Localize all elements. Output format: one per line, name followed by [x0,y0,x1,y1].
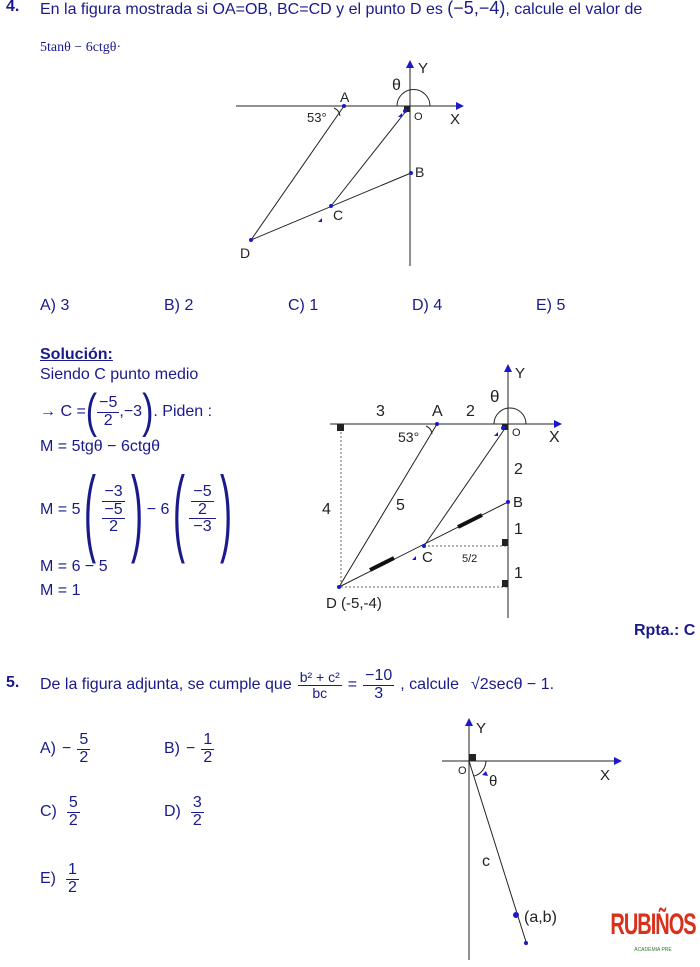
p4-option-a[interactable]: A) 3 [40,297,70,314]
sol-fig-l3: 3 [376,403,385,420]
m-step4: M = 1 [40,582,81,599]
p5-result-num: −10 [365,666,393,684]
p5-c-num: 5 [68,794,78,811]
sol-fig-theta: θ [490,387,500,406]
p5-c-den: 2 [68,811,78,829]
fig5-point-label: (a,b) [524,909,557,926]
sol-fig-x: X [549,429,560,446]
sol-fig-a: A [432,403,443,420]
p4-option-b[interactable]: B) 2 [164,297,194,314]
bigparen-1-close: ) [130,456,143,564]
sol-fig-one2: 1 [514,565,523,582]
fig4-theta-label: θ [392,77,401,94]
arrow-c: → C = [40,403,86,420]
c-den: 2 [103,411,113,429]
f1-bottom-d: 2 [109,518,119,536]
sol-fig-l2: 2 [466,403,475,420]
paren-close: ) [142,384,154,438]
paren-open: ( [85,384,98,438]
p5-a-num: 5 [79,731,89,748]
c-num: −5 [99,393,118,411]
sol-fig-s2: 2 [514,461,523,478]
p5-lead: De la figura adjunta, se cumple que [40,676,292,693]
sol-fig-one1: 1 [514,521,523,538]
p4-option-c[interactable]: C) 1 [288,297,319,314]
p5-a-den: 2 [79,748,89,766]
p5-a-label: A) [40,740,56,758]
logo-sub: ACADEMIA PRE [634,947,672,953]
rpta-answer: Rpta.: C [634,622,696,639]
fig4-b-label: B [415,164,425,180]
problem-4-text2: , calcule el valor de [505,1,643,18]
p5-e-label: E) [40,870,56,888]
m-step3: M = 6 − 5 [40,558,108,575]
p5-e-num: 1 [68,861,77,878]
problem-4-text: En la figura mostrada si OA=OB, BC=CD y el punto D es [40,1,443,18]
fig4-angle-label: 53° [307,110,327,125]
f1-bottom-n: −5 [104,500,123,518]
problem-4-expression: 5tanθ − 6ctgθ· [40,40,122,55]
bigparen-2-close: ) [219,456,232,564]
p5-frac-den: bc [312,684,328,701]
p5-equals: = [347,676,358,693]
p5-b-num: 1 [203,731,213,748]
sol-fig-b: B [513,494,524,511]
sol-fig-s5: 5 [396,497,405,514]
fig5-theta-label: θ [489,773,498,790]
logo-text: RUBIÑOS [610,908,696,942]
p5-sqrt: √2secθ − 1. [470,676,555,693]
piden: . Piden : [153,403,213,420]
sol-fig-y: Y [515,365,526,382]
sol-fig-angle: 53° [398,429,420,445]
p5-result-den: 3 [374,684,384,702]
p5-a-sign: − [62,740,72,758]
m-definition: M = 5tgθ − 6ctgθ [40,438,161,455]
m-lead: M = 5 [40,501,81,518]
fig4-c-label: C [333,207,344,223]
sol-fig-o: O [512,427,521,439]
sol-fig-c: C [422,549,433,566]
f2-bottom: −3 [193,518,212,536]
rubinos-logo [608,906,698,962]
f2-top-d: 2 [198,500,207,518]
sol-fig-half: 5/2 [462,553,478,565]
problem-5-number: 5. [6,674,20,691]
p4-option-d[interactable]: D) 4 [412,297,443,314]
f1-top: −3 [104,482,123,500]
sol-fig-s4: 4 [322,501,331,518]
problem-4-number: 4. [6,0,20,15]
bigparen-2-open: ( [173,456,186,564]
p5-c-label: C) [40,803,57,821]
fig5-o-label: O [458,765,467,777]
solution-line1: Siendo C punto medio [40,366,199,383]
p5-d-num: 3 [192,794,202,811]
fig4-d-label: D [240,245,251,261]
p5-b-den: 2 [203,748,213,766]
minus-six: − 6 [146,501,170,518]
p5-b-sign: − [186,740,196,758]
f2-top-n: −5 [193,482,212,500]
p5-d-label: D) [164,803,181,821]
fig5-c-label: c [482,853,490,870]
sol-fig-d: D (-5,-4) [326,595,382,612]
bigparen-1-open: ( [84,456,97,564]
solution-title: Solución: [40,346,113,363]
p5-d-den: 2 [192,811,202,829]
fig4-a-label: A [340,89,350,105]
p5-frac-num: b² + c² [299,668,340,685]
fig4-x-label: X [450,111,461,128]
fig4-o-label: O [414,111,423,123]
fig4-y-label: Y [418,60,429,77]
p4-option-e[interactable]: E) 5 [536,297,566,314]
p5-tail: , calcule [400,676,459,693]
p5-e-den: 2 [68,878,77,896]
fig5-y-label: Y [476,720,487,737]
problem-4-point: (−5,−4) [447,0,506,18]
p5-b-label: B) [164,740,180,758]
fig5-x-label: X [600,767,611,784]
c-tail: ,−3 [119,403,143,420]
